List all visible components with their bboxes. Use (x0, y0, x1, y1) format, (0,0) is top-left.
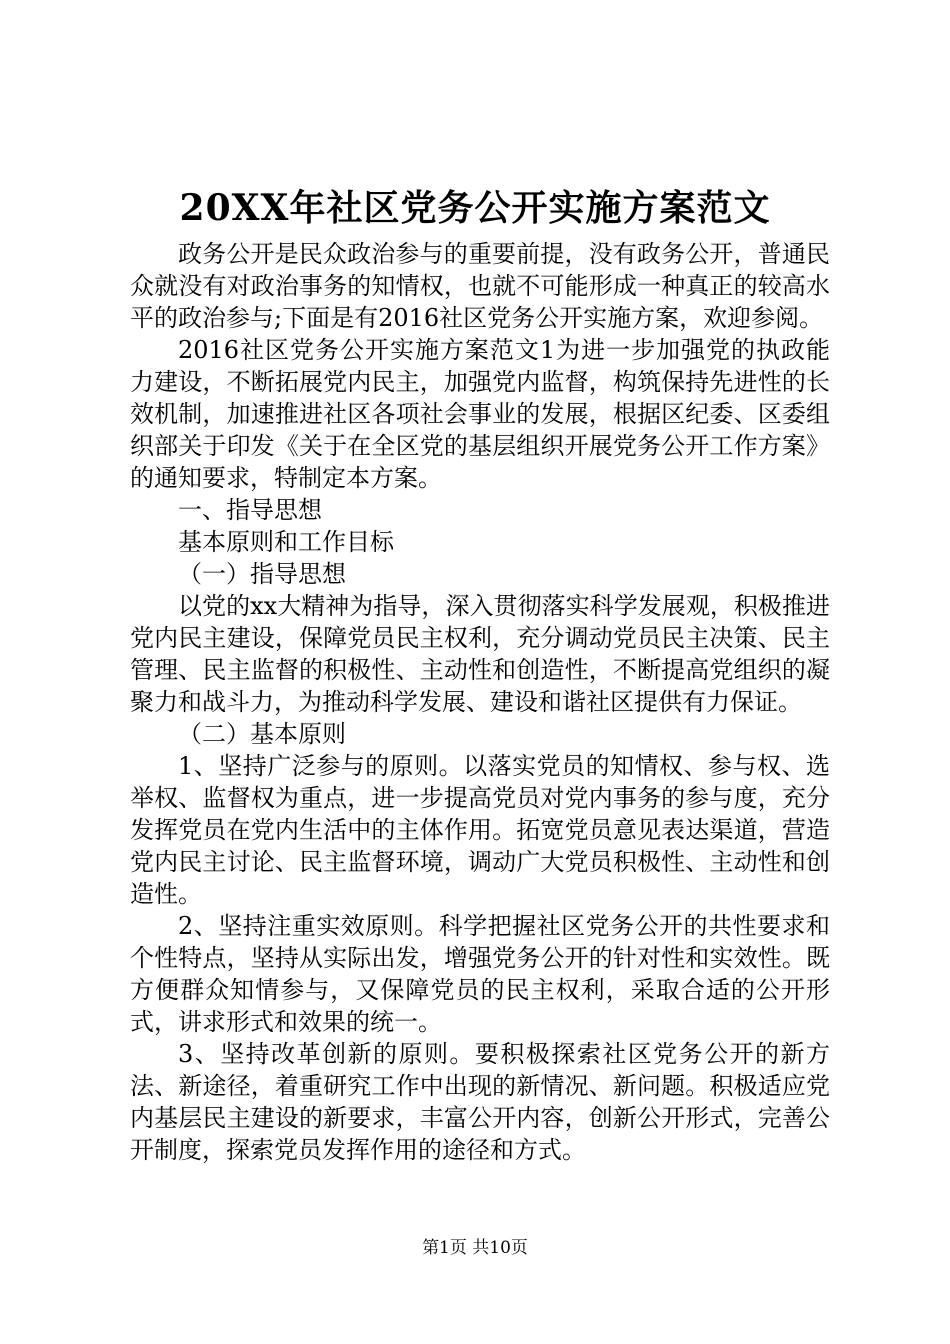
page-number-footer: 第1页 共10页 (422, 1238, 528, 1258)
paragraph: 以党的xx大精神为指导，深入贯彻落实科学发展观，积极推进党内民主建设，保障党员民主权利，充分调动党员民主决策、民主管理、民主监督的积极性、主动性和创造性，不断提高党组织的凝聚力和战斗力，为推动科学发展、建设和谐社区提供有力保证。 (130, 592, 830, 716)
subsection-heading: （二）基本原则 (178, 720, 346, 748)
paragraph: 2、坚持注重实效原则。科学把握社区党务公开的共性要求和个性特点，坚持从实际出发，增强党务公开的针对性和实效性。既方便群众知情参与，又保障党员的民主权利，采取合适的公开形式，讲求形式和效果的统一。 (130, 912, 830, 1036)
paragraph: 政务公开是民众政治参与的重要前提，没有政务公开，普通民众就没有对政治事务的知情权，也就不可能形成一种真正的较高水平的政治参与;下面是有2016社区党务公开实施方案，欢迎参阅。 (130, 240, 830, 332)
document-title: 20XX年社区党务公开实施方案范文 (179, 187, 771, 229)
document-body (130, 238, 830, 1166)
paragraph: 3、坚持改革创新的原则。要积极探索社区党务公开的新方法、新途径，着重研究工作中出现的新情况、新问题。积极适应党内基层民主建设的新要求，丰富公开内容，创新公开形式，完善公开制度，探索党员发挥作用的途径和方式。 (130, 1040, 830, 1164)
paragraph: 2016社区党务公开实施方案范文1为进一步加强党的执政能力建设，不断拓展党内民主，加强党内监督，构筑保持先进性的长效机制，加速推进社区各项社会事业的发展，根据区纪委、区委组织部关于印发《关于在全区党的基层组织开展党务公开工作方案》的通知要求，特制定本方案。 (130, 336, 830, 492)
paragraph: 1、坚持广泛参与的原则。以落实党员的知情权、参与权、选举权、监督权为重点，进一步提高党员对党内事务的参与度，充分发挥党员在党内生活中的主体作用。拓宽党员意见表达渠道，营造党内民主讨论、民主监督环境，调动广大党员积极性、主动性和创造性。 (130, 752, 830, 908)
section-heading: 基本原则和工作目标 (178, 528, 394, 556)
section-heading: 一、指导思想 (178, 496, 322, 524)
subsection-heading: （一）指导思想 (178, 560, 346, 588)
